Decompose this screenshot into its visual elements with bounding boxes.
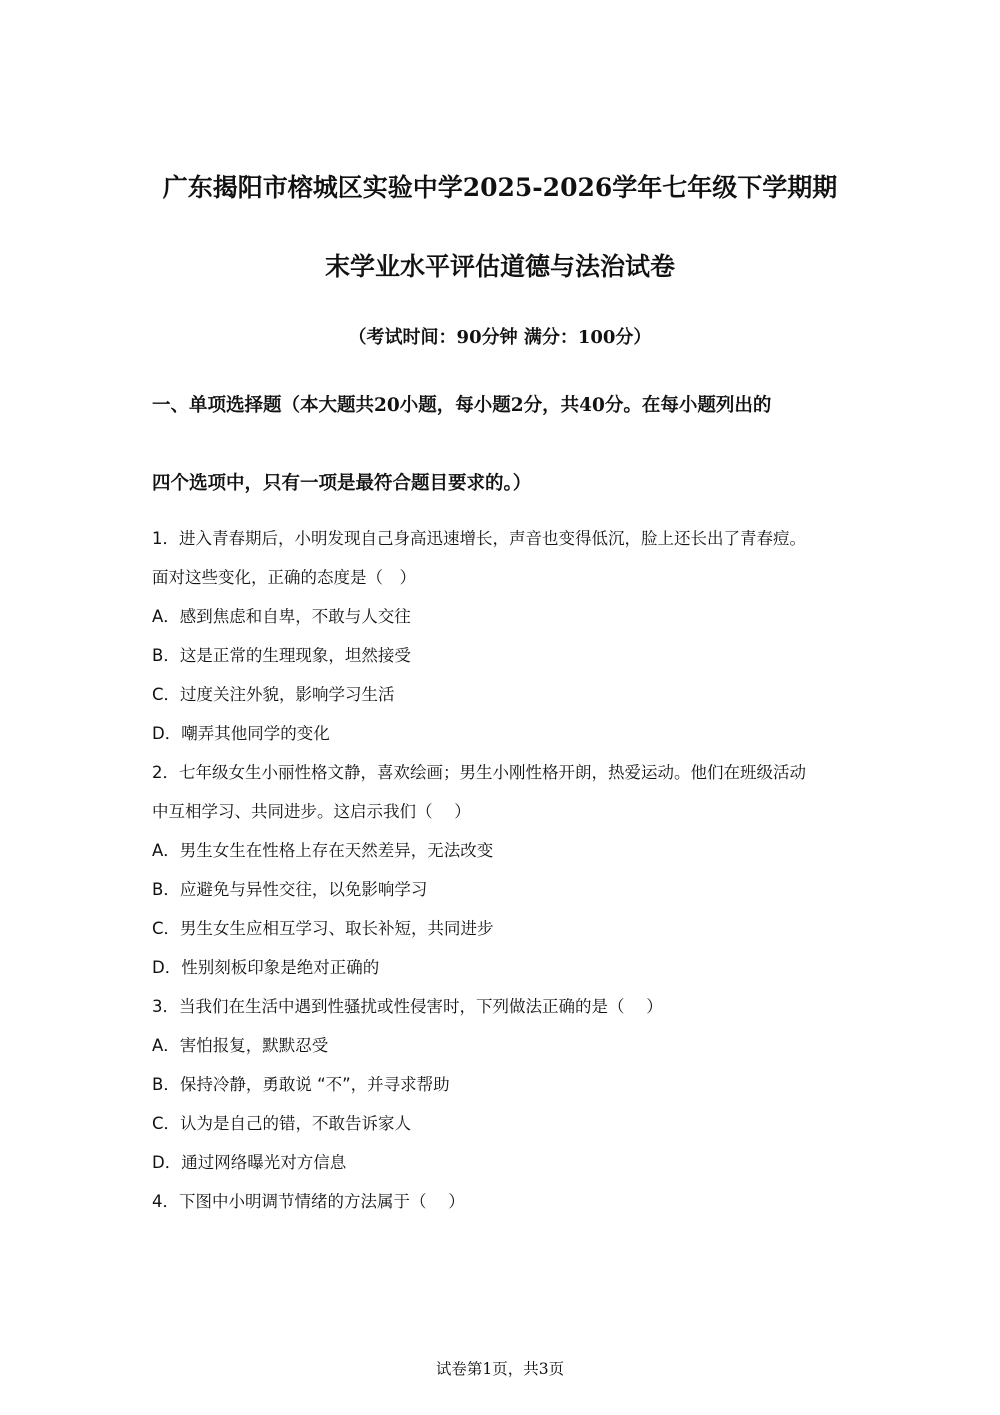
question-4-stem-line-1: 4．下图中小明调节情绪的方法属于（ ） (152, 1192, 465, 1211)
exam-info: （考试时间：90分钟 满分：100分） (348, 327, 652, 348)
question-2-stem-line-2: 中互相学习、共同进步。这启示我们（ ） (152, 802, 471, 821)
question-3-option-c: C．认为是自己的错，不敢告诉家人 (152, 1114, 412, 1133)
question-1-stem-line-2: 面对这些变化，正确的态度是（ ） (152, 568, 416, 587)
exam-title-line-2: 末学业水平评估道德与法治试卷 (324, 252, 675, 281)
section-heading-line-2: 四个选项中，只有一项是最符合题目要求的。） (152, 473, 532, 494)
question-2-option-b: B．应避免与异性交往，以免影响学习 (152, 880, 428, 899)
question-2-option-d: D．性别刻板印象是绝对正确的 (152, 958, 380, 977)
exam-title-line-1: 广东揭阳市榕城区实验中学2025-2026学年七年级下学期期 (162, 173, 838, 202)
question-1-option-c: C．过度关注外貌，影响学习生活 (152, 685, 395, 704)
question-2-option-a: A．男生女生在性格上存在天然差异，无法改变 (152, 841, 494, 860)
question-3-option-a: A．害怕报复，默默忍受 (152, 1036, 329, 1055)
question-2-option-c: C．男生女生应相互学习、取长补短，共同进步 (152, 919, 494, 938)
question-1-option-a: A．感到焦虑和自卑，不敢与人交往 (152, 607, 411, 626)
question-3-stem-line-1: 3．当我们在生活中遇到性骚扰或性侵害时，下列做法正确的是（ ） (152, 997, 663, 1016)
section-heading-line-1: 一、单项选择题（本大题共20小题，每小题2分，共40分。在每小题列出的 (152, 395, 772, 416)
question-2-stem-line-1: 2．七年级女生小丽性格文静，喜欢绘画；男生小刚性格开朗，热爱运动。他们在班级活动 (152, 763, 806, 782)
question-3-option-d: D．通过网络曝光对方信息 (152, 1153, 347, 1172)
question-1-option-b: B．这是正常的生理现象，坦然接受 (152, 646, 411, 665)
question-1-stem-line-1: 1．进入青春期后，小明发现自己身高迅速增长，声音也变得低沉，脸上还长出了青春痘。 (152, 529, 806, 548)
page-footer: 试卷第1页，共3页 (435, 1360, 565, 1378)
question-1-option-d: D．嘲弄其他同学的变化 (152, 724, 330, 743)
question-3-option-b: B．保持冷静，勇敢说 “不”，并寻求帮助 (152, 1075, 450, 1094)
